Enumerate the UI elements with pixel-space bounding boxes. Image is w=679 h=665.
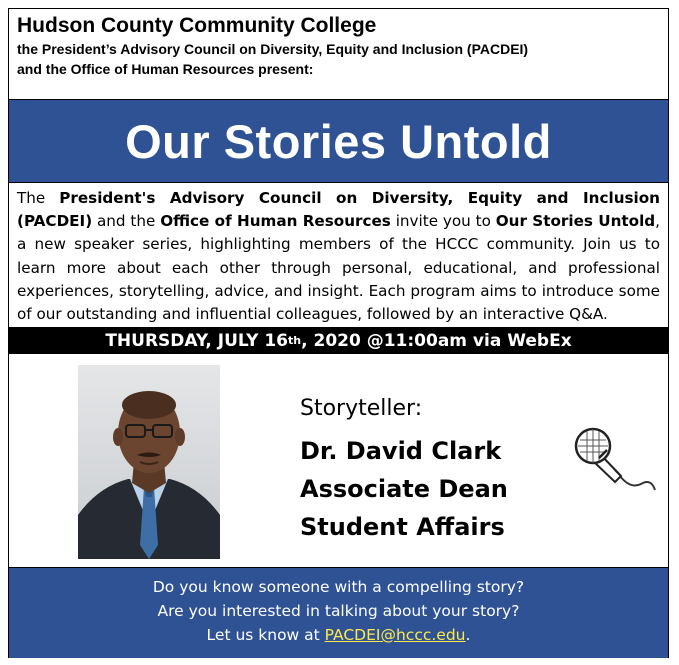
intro-paragraph — [9, 183, 668, 327]
flyer-header — [9, 9, 668, 99]
intro-office-name: Office of Human Resources — [160, 212, 391, 231]
college-name: Hudson County Community College — [17, 14, 377, 37]
footer-cta — [9, 623, 668, 647]
title-banner — [9, 99, 668, 183]
footer-question-2: Are you interested in talking about your story? — [157, 602, 520, 620]
presenters-line-1: the President’s Advisory Council on Diversity, Equity and Inclusion (PACDEI) — [17, 41, 529, 57]
presenters-line-2: and the Office of Human Resources present: — [17, 61, 314, 77]
intro-council-name: President's Advisory Council on Diversity, Equity and Inclusion (PACDEI) — [17, 189, 660, 231]
intro-series-name: Our Stories Untold — [495, 212, 656, 231]
contact-banner — [9, 567, 668, 658]
intro-text: The — [17, 189, 60, 207]
portrait-photo — [78, 365, 220, 559]
footer-cta-prefix: Let us know at — [206, 626, 325, 644]
storyteller-section — [9, 354, 668, 567]
storyteller-title-1: Associate Dean — [300, 475, 508, 503]
flyer — [8, 8, 669, 658]
footer-cta-suffix: . — [465, 626, 471, 644]
intro-text: and the — [92, 212, 161, 231]
footer-question-1: Do you know someone with a compelling story? — [152, 578, 525, 596]
storyteller-title-2: Student Affairs — [300, 513, 505, 541]
microphone-icon — [571, 424, 663, 504]
intro-text: , a new speaker series, highlighting members of the HCCC community. Join us to learn more about each other through personal, educational, and professional experiences, storytelling, advice, and insight. Each program aims to introduce some of our outstanding and influential colleagues, followed by an interactive Q&A. — [17, 212, 660, 324]
series-title: Our Stories Untold — [125, 114, 552, 168]
portrait-illustration — [78, 365, 220, 559]
email-link[interactable]: PACDEI@hccc.edu — [324, 626, 466, 644]
storyteller-label: Storyteller: — [300, 396, 423, 421]
event-date: THURSDAY, JULY 16 — [105, 330, 289, 351]
event-time-venue: , 2020 @11:00am via WebEx — [301, 330, 572, 351]
intro-text: invite you to — [390, 212, 496, 231]
storyteller-name: Dr. David Clark — [300, 437, 502, 465]
event-date-banner: THURSDAY, JULY 16 th , 2020 @11:00am via WebEx — [9, 327, 668, 354]
